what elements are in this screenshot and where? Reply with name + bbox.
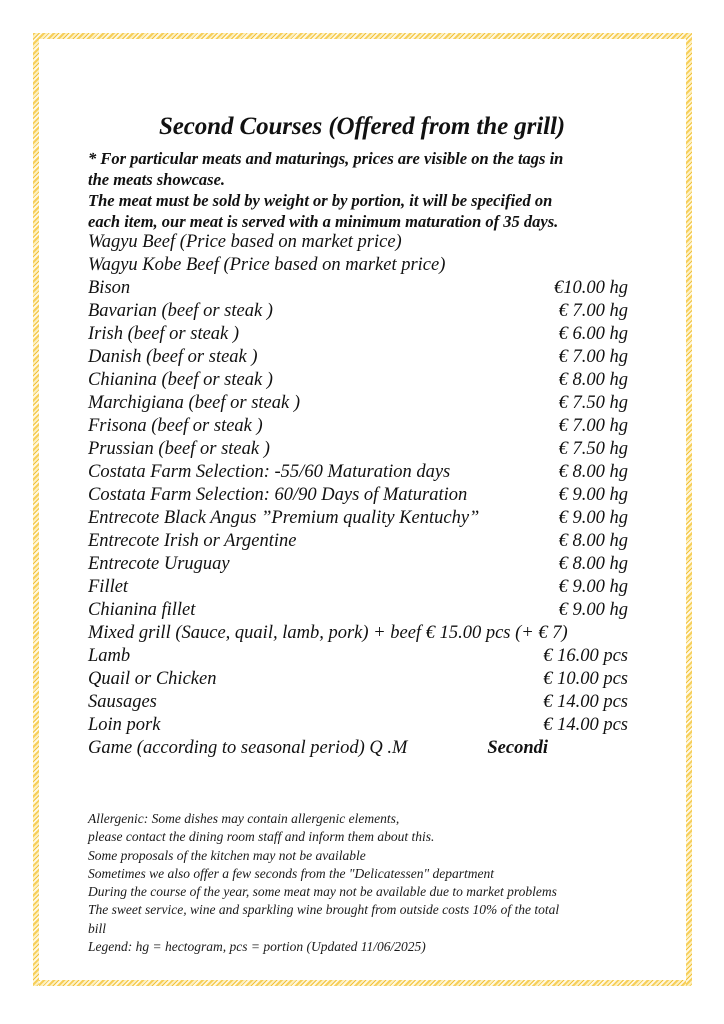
menu-item-row <box>88 392 628 415</box>
menu-item-name: Game (according to seasonal period) Q .M <box>88 738 408 758</box>
border-bottom <box>33 980 692 986</box>
menu-item-price: € 7.50 hg <box>558 439 628 459</box>
menu-item-name: Loin pork <box>88 715 161 735</box>
menu-item-row <box>88 714 628 737</box>
menu-item-name: Quail or Chicken <box>88 669 217 689</box>
menu-item-price: € 8.00 hg <box>558 554 628 574</box>
menu-item-row <box>88 415 628 438</box>
menu-item-price: € 9.00 hg <box>558 485 628 505</box>
menu-item-price: € 7.00 hg <box>558 347 628 367</box>
menu-item-price: € 16.00 pcs <box>543 646 628 666</box>
menu-item-name: Costata Farm Selection: -55/60 Maturation days <box>88 462 451 482</box>
menu-item-name: Wagyu Beef (Price based on market price) <box>88 232 402 252</box>
menu-items-list <box>88 231 628 760</box>
menu-item-price: € 7.00 hg <box>558 416 628 436</box>
intro-note-line: The meat must be sold by weight or by portion, it will be specified on <box>88 191 553 210</box>
menu-item-row <box>88 231 628 254</box>
menu-item-price: € 7.50 hg <box>558 393 628 413</box>
menu-item-row <box>88 553 628 576</box>
menu-item-row <box>88 438 628 461</box>
menu-item-price: € 7.00 hg <box>558 301 628 321</box>
menu-item-name: Lamb <box>88 646 131 666</box>
menu-item-name: Sausages <box>88 692 157 712</box>
menu-item-row <box>88 254 628 277</box>
menu-item-trailing-label: Secondi <box>487 738 549 758</box>
border-top <box>33 33 692 39</box>
menu-item-price: € 14.00 pcs <box>543 692 628 712</box>
menu-item-row <box>88 530 628 553</box>
border-right <box>686 33 692 986</box>
menu-item-row <box>88 507 628 530</box>
menu-item-row <box>88 599 628 622</box>
footer-note-line: Allergenic: Some dishes may contain allergenic elements, <box>88 811 400 826</box>
menu-item-row <box>88 622 628 645</box>
border-left <box>33 33 39 986</box>
menu-item-name: Entrecote Irish or Argentine <box>88 531 297 551</box>
footer-note-line: Sometimes we also offer a few seconds from the "Delicatessen" department <box>88 865 495 881</box>
menu-item-name: Wagyu Kobe Beef (Price based on market price) <box>88 255 446 275</box>
menu-item-price: €10.00 hg <box>554 278 628 298</box>
menu-item-price: € 8.00 hg <box>558 370 628 390</box>
menu-item-name: Chianina fillet <box>88 600 196 620</box>
menu-item-price: € 9.00 hg <box>558 577 628 597</box>
footer-note-line: Legend: hg = hectogram, pcs = portion (Updated 11/06/2025) <box>88 939 426 955</box>
menu-item-name: Frisona (beef or steak ) <box>88 416 263 436</box>
footer-note-line: bill <box>88 920 107 936</box>
menu-item-row <box>88 277 628 300</box>
menu-item-name: Chianina (beef or steak ) <box>88 370 273 390</box>
menu-item-row <box>88 346 628 369</box>
menu-item-row <box>88 323 628 346</box>
menu-item-price: € 9.00 hg <box>558 508 628 528</box>
menu-item-price: € 8.00 hg <box>558 531 628 551</box>
menu-item-row <box>88 484 628 507</box>
menu-item-price: € 6.00 hg <box>558 324 628 344</box>
menu-item-name: Costata Farm Selection: 60/90 Days of Maturation <box>88 485 468 505</box>
menu-item-name: Irish (beef or steak ) <box>88 324 240 344</box>
menu-item-name: Danish (beef or steak ) <box>88 347 258 367</box>
menu-item-row <box>88 576 628 599</box>
menu-item-price: € 10.00 pcs <box>543 669 628 689</box>
menu-item-name: Bison <box>88 278 131 298</box>
page-title: Second Courses (Offered from the grill) <box>158 113 566 140</box>
menu-item-name: Prussian (beef or steak ) <box>88 439 270 459</box>
menu-item-row <box>88 668 628 691</box>
intro-notes <box>88 148 623 232</box>
footer-note-line: The sweet service, wine and sparkling wine brought from outside costs 10% of the total <box>88 902 560 918</box>
footer-note-line: Some proposals of the kitchen may not be available <box>88 847 366 863</box>
menu-item-row <box>88 691 628 714</box>
menu-item-row <box>88 645 628 668</box>
menu-item-name: Entrecote Uruguay <box>88 554 230 574</box>
menu-item-row <box>88 737 628 760</box>
menu-item-price: € 9.00 hg <box>558 600 628 620</box>
menu-item-price: € 14.00 pcs <box>543 715 628 735</box>
footer-note-line: During the course of the year, some meat may not be available due to market problems <box>88 884 557 900</box>
intro-note-line: each item, our meat is served with a minimum maturation of 35 days. <box>88 212 559 231</box>
menu-item-price: € 8.00 hg <box>558 462 628 482</box>
footer-note-line: please contact the dining room staff and inform them about this. <box>88 829 435 845</box>
menu-item-row <box>88 369 628 392</box>
menu-item-name: Bavarian (beef or steak ) <box>88 301 273 321</box>
intro-note-line: the meats showcase. <box>88 170 226 189</box>
menu-item-row <box>88 461 628 484</box>
menu-item-name: Marchigiana (beef or steak ) <box>88 393 301 413</box>
menu-item-name: Fillet <box>88 577 129 597</box>
intro-note-line: * For particular meats and maturings, prices are visible on the tags in <box>88 149 564 168</box>
menu-item-row <box>88 300 628 323</box>
menu-item-name: Entrecote Black Angus ”Premium quality Kentuchy” <box>88 508 480 528</box>
footer-notes <box>88 810 628 956</box>
menu-item-name: Mixed grill (Sauce, quail, lamb, pork) + beef € 15.00 pcs (+ € 7) <box>88 623 568 643</box>
